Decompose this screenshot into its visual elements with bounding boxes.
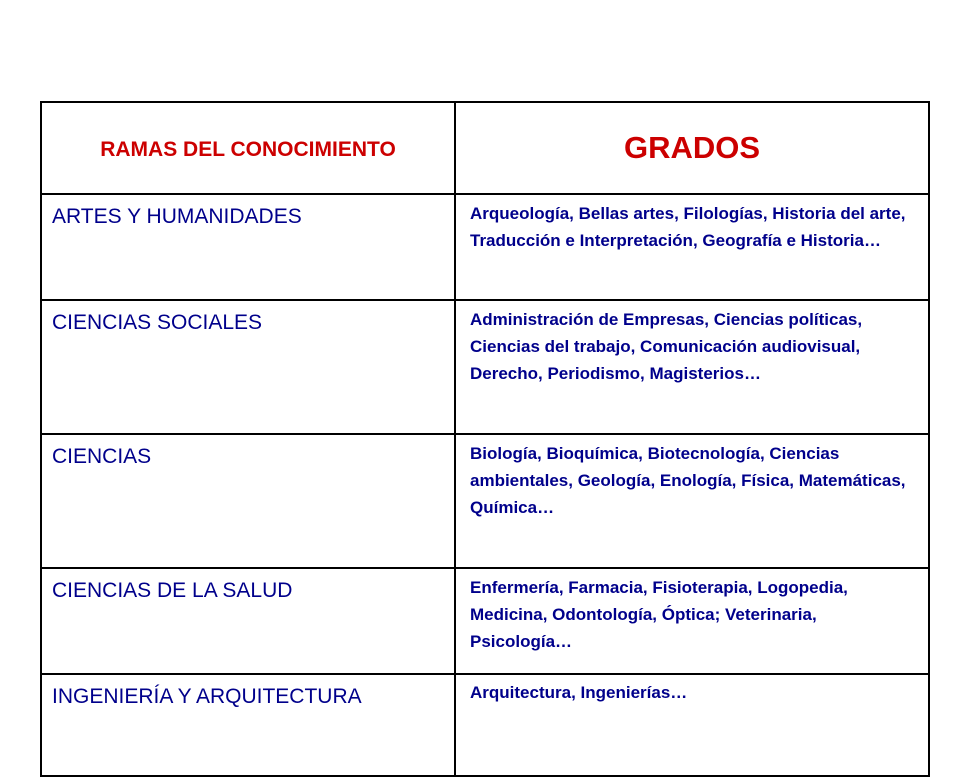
rama-cell: CIENCIAS: [41, 434, 455, 568]
table-row: [41, 674, 929, 776]
grados-cell: Enfermería, Farmacia, Fisioterapia, Logopedia, Medicina, Odontología, Óptica; Veterinaria, Psicología…: [455, 568, 929, 674]
grados-cell: Biología, Bioquímica, Biotecnología, Ciencias ambientales, Geología, Enología, Física, Matemáticas, Química…: [455, 434, 929, 568]
grados-cell: Administración de Empresas, Ciencias políticas, Ciencias del trabajo, Comunicación audiovisual, Derecho, Periodismo, Magisterios…: [455, 300, 929, 434]
table-row: [41, 434, 929, 568]
ramas-grados-table: [40, 101, 930, 777]
grados-cell: Arqueología, Bellas artes, Filologías, Historia del arte, Traducción e Interpretación, Geografía e Historia…: [455, 194, 929, 300]
header-grados: GRADOS: [455, 102, 929, 194]
table-header-row: [41, 102, 929, 194]
header-ramas: RAMAS DEL CONOCIMIENTO: [41, 102, 455, 194]
grados-cell: Arquitectura, Ingenierías…: [455, 674, 929, 776]
rama-cell: INGENIERÍA Y ARQUITECTURA: [41, 674, 455, 776]
table-row: [41, 194, 929, 300]
table-row: [41, 300, 929, 434]
rama-cell: ARTES Y HUMANIDADES: [41, 194, 455, 300]
rama-cell: CIENCIAS SOCIALES: [41, 300, 455, 434]
rama-cell: CIENCIAS DE LA SALUD: [41, 568, 455, 674]
table-row: [41, 568, 929, 674]
